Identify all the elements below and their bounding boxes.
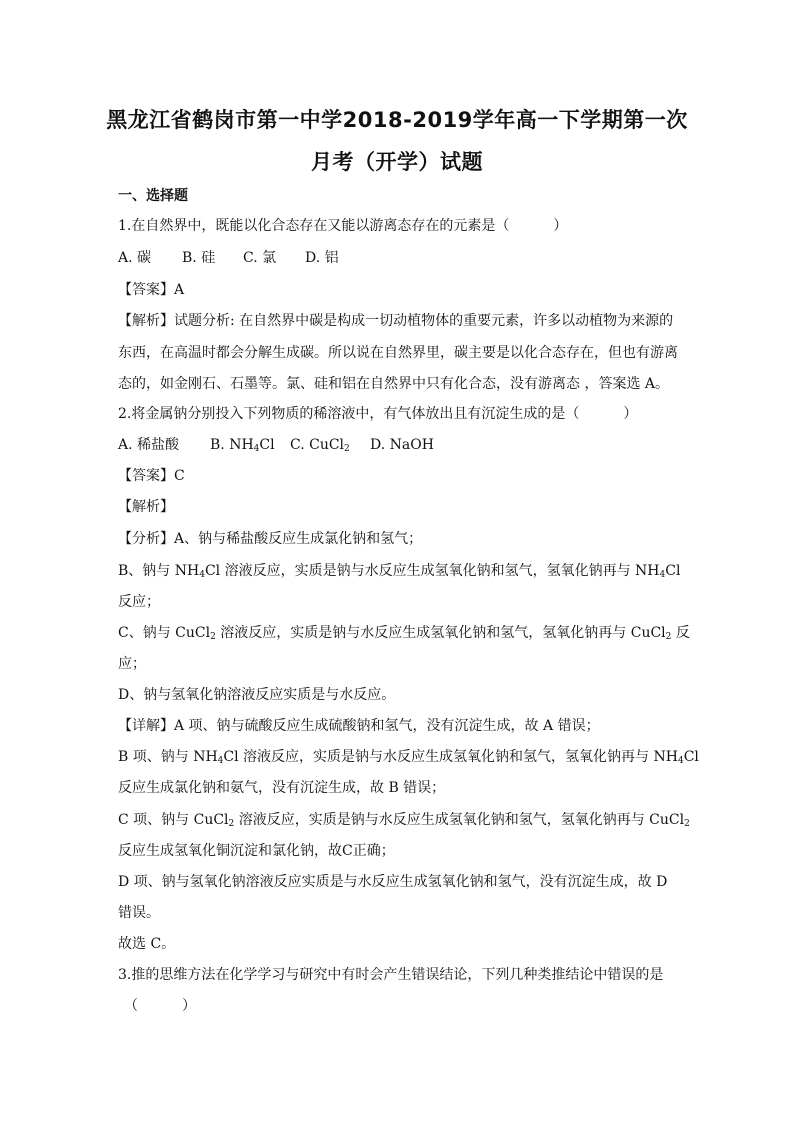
- paren-close: ）: [553, 218, 568, 234]
- analysis-line-3: 态的，如金刚石、石墨等。氯、硅和铝在自然界中只有化合态，没有游离态 ，答案选 A。: [118, 376, 670, 392]
- fenxi-line-b: B、钠与 $NH_4Cl$ 溶液反应，实质是钠与水反应生成氢氧化钠和氢气，氢氧化钠再与 $NH_4Cl$: [118, 563, 681, 580]
- question-1-stem: [118, 216, 567, 236]
- fenxi-line-c-cont: 应；: [118, 656, 146, 672]
- question-stem-text: 1.在自然界中，既能以化合态存在又能以游离态存在的元素是（: [118, 218, 510, 234]
- option-a: A. 稀盐酸: [118, 437, 180, 453]
- option-b: B. $NH_4Cl$: [210, 437, 275, 454]
- option-d: D. 铝: [305, 250, 339, 266]
- paren-close: ）: [623, 406, 638, 422]
- paren-open: （: [124, 998, 138, 1014]
- option-c: C. CuCl$_2$: [290, 437, 350, 454]
- analysis-line-2: 东西，在高温时都会分解生成碳。所以说在自然界里，碳主要是以化合态存在，但也有游离: [118, 345, 678, 361]
- section-heading: 一、选择题: [118, 188, 188, 204]
- option-c: C. 氯: [243, 250, 277, 266]
- option-d: D. NaOH: [370, 437, 434, 453]
- page-title-line-2: 月考（开学）试题: [311, 150, 483, 174]
- detail-line-b-cont: 反应生成氯化钠和氨气，没有沉淀生成，故 B 错误；: [118, 780, 446, 796]
- fenxi-line-b-cont: 反应；: [118, 594, 160, 610]
- detail-line-c: C 项、钠与 CuCl$_2$ 溶液反应，实质是钠与水反应生成氢氧化钠和氢气，氢氧化钠再与 CuCl$_2$: [118, 812, 690, 829]
- detail-line-b: B 项、钠与 $NH_4Cl$ 溶液反应，实质是钠与水反应生成氢氧化钠和氢气，氢氧化钠再与 $NH_4Cl$: [118, 749, 699, 766]
- paren-close: ）: [182, 998, 196, 1014]
- detail-line-c-cont: 反应生成氢氧化铜沉淀和氯化钠，故C正确；: [118, 843, 395, 859]
- question-3-stem: 3.推的思维方法在化学学习与研究中有时会产生错误结论，下列几种类推结论中错误的是: [118, 967, 664, 983]
- detail-line-d: D 项、钠与氢氧化钠溶液反应实质是与水反应生成氢氧化钠和氢气，没有沉淀生成，故 D: [118, 874, 668, 890]
- detail-line-a: 【详解】A 项、钠与硫酸反应生成硫酸钠和氢气，没有沉淀生成，故 A 错误；: [118, 718, 600, 734]
- question-2-stem: [118, 404, 637, 424]
- fenxi-line-a: 【分析】A、钠与稀盐酸反应生成氯化钠和氢气；: [118, 531, 423, 547]
- page-title-line-1: 黑龙江省鹤岗市第一中学2018-2019学年高一下学期第一次: [106, 108, 688, 132]
- answer-line: 【答案】C: [118, 468, 185, 484]
- question-stem-text: 2.将金属钠分别投入下列物质的稀溶液中，有气体放出且有沉淀生成的是（: [118, 406, 580, 422]
- option-b: B. 硅: [182, 250, 216, 266]
- fenxi-line-d: D、钠与氢氧化钠溶液反应实质是与水反应。: [118, 687, 396, 703]
- option-a: A. 碳: [118, 250, 152, 266]
- conclusion-line: 故选 C。: [118, 936, 176, 952]
- question-3-blank: [124, 996, 196, 1016]
- question-2-options: [118, 435, 434, 455]
- fenxi-line-c: C、钠与 CuCl$_2$ 溶液反应，实质是钠与水反应生成氢氧化钠和氢气，氢氧化钠再与 CuCl$_2$ 反: [118, 625, 690, 642]
- question-1-options: [118, 248, 339, 268]
- detail-line-d-cont: 错误。: [118, 905, 160, 921]
- answer-line: 【答案】A: [118, 282, 185, 298]
- analysis-line-1: 【解析】试题分析: 在自然界中碳是构成一切动植物体的重要元素，许多以动植物为来源的: [118, 313, 674, 329]
- analysis-heading: 【解析】: [118, 499, 174, 515]
